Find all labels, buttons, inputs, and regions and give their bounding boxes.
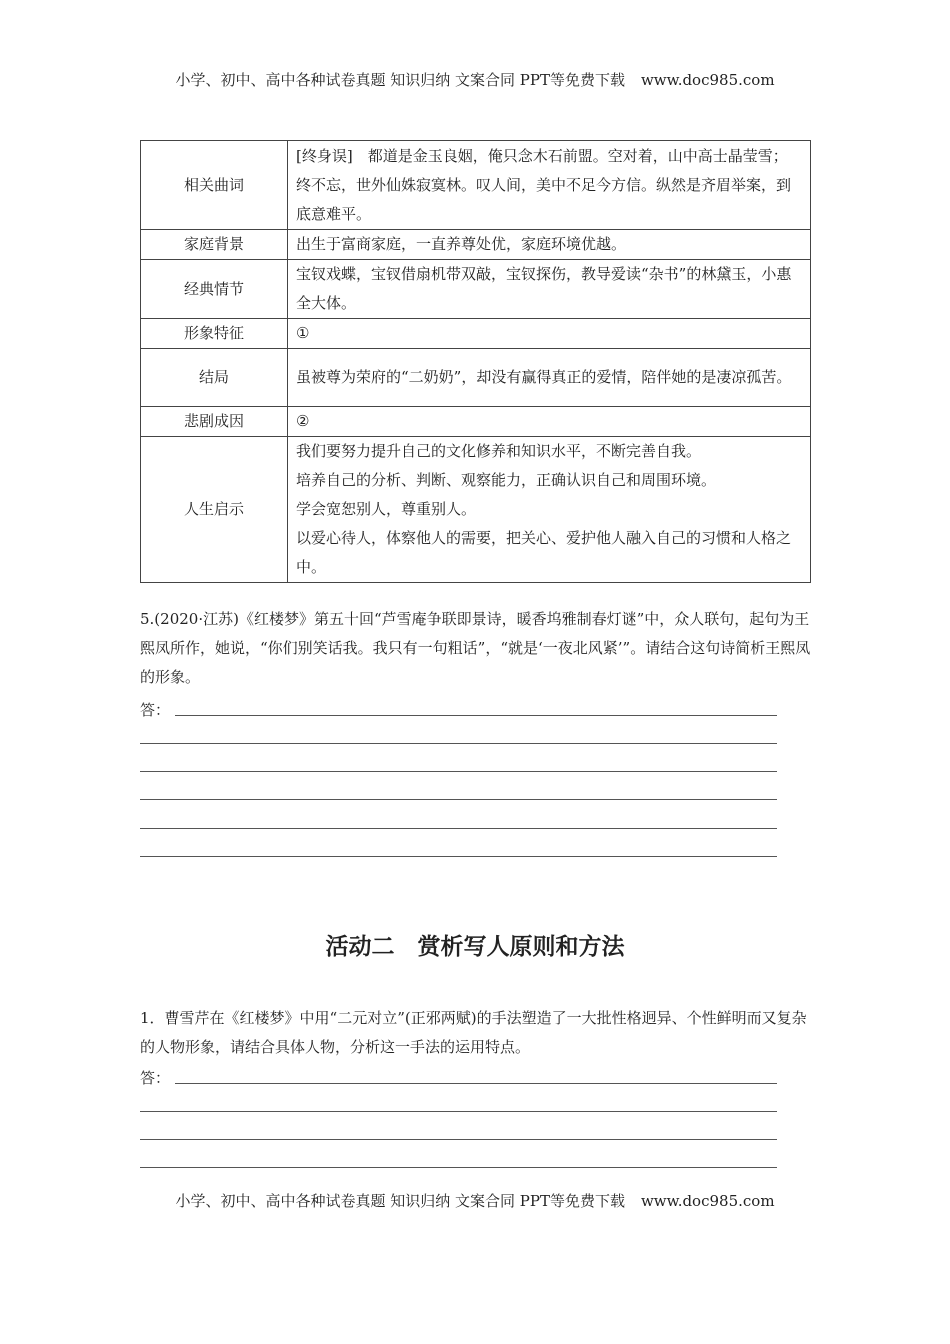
answer-line[interactable] (175, 715, 777, 716)
row-content (288, 141, 811, 230)
row-label: 形象特征 (141, 319, 288, 349)
content-line: 出生于富商家庭，一直养尊处优，家庭环境优越。 (296, 235, 627, 253)
page-footer (0, 1190, 950, 1211)
table-row (141, 437, 811, 583)
row-label: 悲剧成因 (141, 407, 288, 437)
answer-label-1: 答： (140, 1069, 171, 1087)
row-content (288, 319, 811, 349)
row-content (288, 407, 811, 437)
answer-line[interactable] (140, 799, 777, 800)
question-1: 1．曹雪芹在《红楼梦》中用“二元对立”(正邪两赋)的手法塑造了一大批性格迥异、个性鲜明而又复杂的人物形象，请结合具体人物，分析这一手法的运用特点。 (140, 1009, 807, 1056)
content-line: 以爱心待人，体察他人的需要，把关心、爱护他人融入自己的习惯和人格之中。 (296, 529, 792, 576)
answer-label-5: 答： (140, 701, 171, 719)
content-line: ① (296, 324, 310, 342)
content-line: 虽被尊为荣府的“二奶奶”，却没有赢得真正的爱情，陪伴她的是凄凉孤苦。 (296, 368, 792, 386)
content-line: 培养自己的分析、判断、观察能力，正确认识自己和周围环境。 (296, 471, 717, 489)
row-content (288, 260, 811, 319)
table-row (141, 407, 811, 437)
answer-line[interactable] (140, 771, 777, 772)
row-label: 家庭背景 (141, 230, 288, 260)
answer-line[interactable] (140, 1111, 777, 1112)
content-line: 我们要努力提升自己的文化修养和知识水平，不断完善自我。 (296, 442, 702, 460)
answer-line[interactable] (140, 828, 777, 829)
table-row (141, 349, 811, 407)
row-content (288, 437, 811, 583)
header-text: 小学、初中、高中各种试卷真题 知识归纳 文案合同 PPT等免费下载 (175, 71, 625, 89)
section-title: 活动二 赏析写人原则和方法 (325, 933, 625, 960)
row-content (288, 230, 811, 260)
answer-line[interactable] (140, 1167, 777, 1168)
answer-line[interactable] (175, 1083, 777, 1084)
question-5: 5.(2020·江苏)《红楼梦》第五十回“芦雪庵争联即景诗，暖香坞雅制春灯谜”中，众人联句，起句为王熙凤所作，她说，“你们别笑话我。我只有一句粗话”，“就是‘一夜北风紧’”。请结合这句诗简析王熙凤的形象。 (140, 610, 811, 686)
content-line: [终身误] 都道是金玉良姻，俺只念木石前盟。空对着，山中高士晶莹雪；终不忘，世外仙姝寂寞林。叹人间，美中不足今方信。纵然是齐眉举案，到底意难平。 (296, 146, 792, 223)
row-label: 人生启示 (141, 437, 288, 583)
row-label: 经典情节 (141, 260, 288, 319)
content-line: 学会宽恕别人，尊重别人。 (296, 500, 477, 518)
answer-line[interactable] (140, 856, 777, 857)
footer-url: www.doc985.com (640, 1192, 775, 1210)
table-row (141, 260, 811, 319)
row-label: 结局 (141, 349, 288, 407)
table-row (141, 141, 811, 230)
footer-text: 小学、初中、高中各种试卷真题 知识归纳 文案合同 PPT等免费下载 (175, 1192, 625, 1210)
content-line: ② (296, 412, 310, 430)
answer-line[interactable] (140, 1139, 777, 1140)
content-line: 宝钗戏蝶，宝钗借扇机带双敲，宝钗探伤，教导爱读“杂书”的林黛玉，小惠全大体。 (296, 265, 792, 312)
page-header (0, 69, 950, 90)
row-label: 相关曲词 (141, 141, 288, 230)
table-row (141, 319, 811, 349)
character-table (140, 140, 811, 583)
row-content (288, 349, 811, 407)
table-row (141, 230, 811, 260)
answer-line[interactable] (140, 743, 777, 744)
header-url: www.doc985.com (640, 71, 775, 89)
